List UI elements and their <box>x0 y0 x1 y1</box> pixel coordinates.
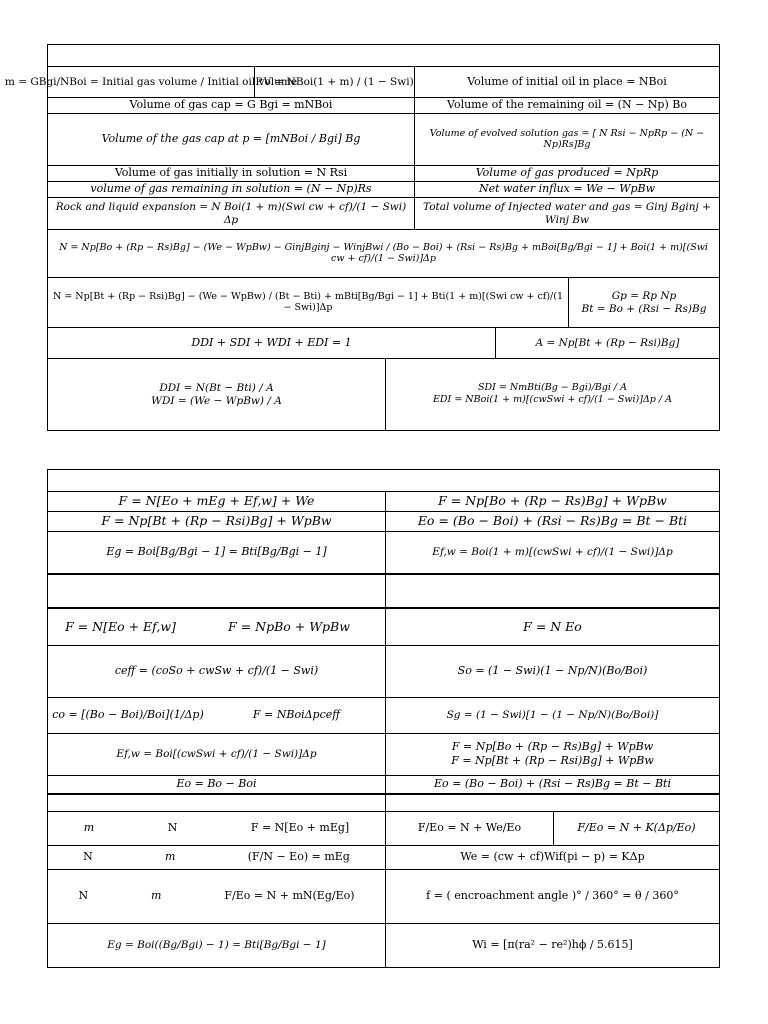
formula-text: EDI = NBoi(1 + m)[(cwSwi + cf)/(1 − Swi)]Δp / A <box>433 394 672 405</box>
formula-text: Gp = Rp Np <box>611 289 677 302</box>
table-row <box>48 181 719 197</box>
variable-label: m <box>83 821 95 835</box>
formula-cell <box>48 359 385 430</box>
formula-text: F = N[Eo + mEg] <box>250 821 350 835</box>
sheet-2-header <box>48 470 719 491</box>
formula-text: (F/N − Eo) = mEg <box>247 850 350 864</box>
formula-cell <box>48 795 385 811</box>
formula-cell: Rock and liquid expansion = N Boi(1 + m)(Swi cw + cf)/(1 − Swi) Δp <box>55 201 407 226</box>
formula-cell: Eo = Bo − Boi <box>176 777 257 791</box>
formula-cell <box>385 575 719 607</box>
formula-cell: co = [(Bo − Boi)/Boi](1/Δp) <box>52 708 204 722</box>
formula-cell: Net water influx = We − WpBw <box>414 182 719 197</box>
formula-text: F/Eo = N + mN(Eg/Eo) <box>224 889 355 903</box>
table-row <box>48 775 719 793</box>
table-row <box>4 66 719 97</box>
formula-cell: Eo = (Bo − Boi) + (Rsi − Rs)Bg = Bt − Bti <box>385 512 719 531</box>
formula-cell: F = NBoiΔpceff <box>252 708 341 722</box>
formula-cell: Volume of the remaining oil = (N − Np) Bo <box>414 98 719 113</box>
formula-cell: F = NpBo + WpBw <box>228 618 350 634</box>
table-row <box>48 793 719 811</box>
formula-text: DDI = N(Bt − Bti) / A <box>159 381 274 394</box>
table-row <box>48 845 719 869</box>
table-row <box>48 923 719 967</box>
formula-cell: volume of gas remaining in solution = (N − Np)Rs <box>90 182 372 196</box>
formula-cell: Volume of gas produced = NpRp <box>414 166 719 181</box>
formula-cell <box>48 812 385 845</box>
formula-cell: Volume of evolved solution gas = [ N Rsi − NpRp − (N − Np)Rs]Bg <box>414 114 719 165</box>
table-row <box>48 811 719 845</box>
table-row <box>48 229 719 277</box>
table-row <box>48 869 719 923</box>
formula-cell: F = Np[Bo + (Rp − Rs)Bg] + WpBw <box>385 492 719 511</box>
formula-cell: F/Eo = N + We/Eo <box>385 812 553 845</box>
table-row <box>48 491 719 511</box>
table-row <box>48 733 719 775</box>
formula-text: SDI = NmBti(Bg − Bgi)/Bgi / A <box>477 382 627 394</box>
formula-cell: Volume of the gas cap at p = [mNBoi / Bgi] Bg <box>101 132 361 146</box>
table-row <box>48 607 719 645</box>
formula-cell: m = GBgi/NBoi = Initial gas volume / Initial oil volume <box>4 75 298 88</box>
formula-text: WDI = (We − WpBw) / A <box>151 395 282 407</box>
table-row <box>48 113 719 165</box>
formula-cell: So = (1 − Swi)(1 − Np/N)(Bo/Boi) <box>385 646 719 697</box>
variable-label: N <box>83 850 93 864</box>
formula-cell: Eo = (Bo − Boi) + (Rsi − Rs)Bg = Bt − Bti <box>385 776 719 793</box>
table-row <box>48 358 719 430</box>
formula-cell: F = N Eo <box>385 609 719 645</box>
formula-cell: F = N[Eo + mEg + Ef,w] + We <box>118 493 315 509</box>
formula-cell: Ef,w = Boi(1 + m)[(cwSwi + cf)/(1 − Swi)]Δp <box>385 532 719 573</box>
formula-cell: F = N[Eo + Ef,w] <box>65 618 176 634</box>
formula-text: F = Np[Bo + (Rp − Rs)Bg] + WpBw <box>451 740 654 754</box>
formula-cell <box>48 575 385 607</box>
table-row <box>48 511 719 531</box>
formula-cell <box>48 846 385 869</box>
formula-cell: ceff = (coSo + cwSw + cf)/(1 − Swi) <box>114 664 319 678</box>
table-row <box>48 97 719 113</box>
formula-cell: Volume of gas cap = G Bgi = mNBoi <box>129 98 333 112</box>
table-row <box>48 531 719 573</box>
formula-cell: P.V = NBoi(1 + m) / (1 − Swi) <box>254 67 414 97</box>
table-row <box>48 327 719 358</box>
variable-label: N <box>167 821 178 835</box>
variable-label: N <box>78 889 89 903</box>
table-row <box>48 197 719 229</box>
formula-cell: Volume of gas initially in solution = N Rsi <box>114 166 348 180</box>
variable-label: m <box>151 889 162 903</box>
formula-cell: Total volume of Injected water and gas = Ginj Bginj + Winj Bw <box>414 198 719 229</box>
formula-cell: N = Np[Bo + (Rp − Rs)Bg] − (We − WpBw) − GinjBginj − WinjBwi / (Bo − Boi) + (Rsi − Rs)Bg + mBoi[Bg/Bgi − 1] + Boi(1 + m)[(Swi cw + cf)/(1 − Swi)]Δp <box>59 241 708 264</box>
formula-cell: Eg = Boi[Bg/Bgi − 1] = Bti[Bg/Bgi − 1] <box>106 545 327 559</box>
formula-sheet-1 <box>4 44 720 431</box>
table-row <box>48 697 719 733</box>
formula-cell <box>568 278 719 327</box>
formula-cell: F/Eo = N + K(Δp/Eo) <box>553 812 719 845</box>
formula-cell: Volume of initial oil in place = NBoi <box>414 67 719 97</box>
variable-label: m <box>165 850 176 864</box>
formula-cell: Wi = [π(ra² − re²)hϕ / 5.615] <box>385 924 719 967</box>
table-row <box>48 645 719 697</box>
formula-cell: DDI + SDI + WDI + EDI = 1 <box>191 335 352 349</box>
formula-cell: N = Np[Bt + (Rp − Rsi)Bg] − (We − WpBw) / (Bt − Bti) + mBti[Bg/Bgi − 1] + Bti(1 + m)[(Swi cw + cf)/(1 − Swi)]Δp <box>53 290 563 313</box>
formula-cell <box>385 795 719 811</box>
formula-cell <box>385 359 719 430</box>
formula-cell: We = (cw + cf)Wif(pi − p) = KΔp <box>385 846 719 869</box>
formula-text: Bt = Bo + (Rsi − Rs)Bg <box>581 303 707 315</box>
sheet-1-header <box>48 45 719 66</box>
formula-text: F = Np[Bt + (Rp − Rsi)Bg] + WpBw <box>451 754 654 767</box>
table-row <box>48 277 719 327</box>
formula-cell <box>48 870 385 923</box>
formula-sheet-2 <box>47 469 720 968</box>
table-row <box>48 573 719 607</box>
formula-cell: Sg = (1 − Swi)[1 − (1 − Np/N)(Bo/Boi)] <box>385 698 719 733</box>
formula-cell: A = Np[Bt + (Rp − Rsi)Bg] <box>495 328 719 358</box>
formula-cell: Eg = Boi((Bg/Bgi) − 1) = Bti[Bg/Bgi − 1] <box>107 939 326 952</box>
formula-cell <box>385 734 719 775</box>
formula-cell: Ef,w = Boi[(cwSwi + cf)/(1 − Swi)]Δp <box>116 748 317 761</box>
formula-cell: f = ( encroachment angle )° / 360° = θ / 360° <box>385 870 719 923</box>
formula-cell: F = Np[Bt + (Rp − Rsi)Bg] + WpBw <box>101 513 332 529</box>
table-row <box>48 165 719 181</box>
